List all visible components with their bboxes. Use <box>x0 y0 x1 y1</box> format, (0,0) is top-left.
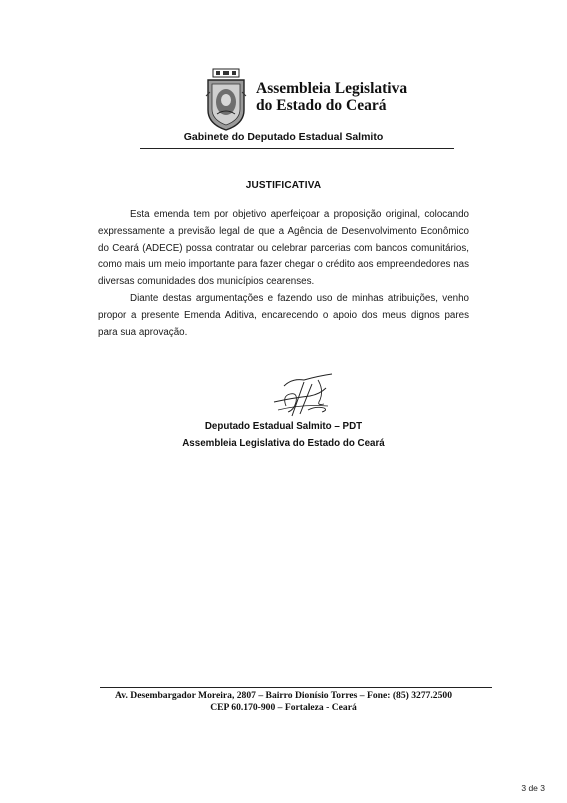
gabinete-heading: Gabinete do Deputado Estadual Salmito <box>183 131 384 143</box>
body-paragraph-2: Diante destas argumentações e fazendo uso de minhas atribuições, venho propor a presente Emenda Aditiva, encarecendo o apoio dos meus dignos pares para sua aprovação. <box>98 292 469 338</box>
signatory-institution: Assembleia Legislativa do Estado do Ceará <box>182 438 385 449</box>
signature-block <box>0 418 567 452</box>
seal-icon <box>204 68 248 132</box>
footer-divider <box>100 687 492 688</box>
signatory-name: Deputado Estadual Salmito – PDT <box>204 421 363 432</box>
signature-icon <box>262 366 342 422</box>
header-divider <box>140 148 454 149</box>
org-name-line1: Assembleia Legislativa <box>256 80 408 97</box>
footer-address-line1: Av. Desembargador Moreira, 2807 – Bairro Dionísio Torres – Fone: (85) 3277.2500 <box>115 690 452 701</box>
document-title: JUSTIFICATIVA <box>245 180 322 191</box>
footer-address <box>0 690 567 714</box>
org-name-line2: do Estado do Ceará <box>256 97 387 114</box>
page-number: 3 de 3 <box>521 783 545 793</box>
justification-body <box>98 207 469 341</box>
body-paragraph-1: Esta emenda tem por objetivo aperfeiçoar a proposição original, colocando expressamente a previsão legal de que a Agência de Desenvolvimento Econômico do Ceará (ADECE) possa contratar ou celebrar parcerias com bancos comunitários, como mais um meio importante para fazer chegar o crédito aos empreendedores nas diversas comunidades dos municípios cearenses. <box>98 209 469 288</box>
footer-address-line2: CEP 60.170-900 – Fortaleza - Ceará <box>210 702 357 713</box>
organization-name <box>256 80 407 114</box>
